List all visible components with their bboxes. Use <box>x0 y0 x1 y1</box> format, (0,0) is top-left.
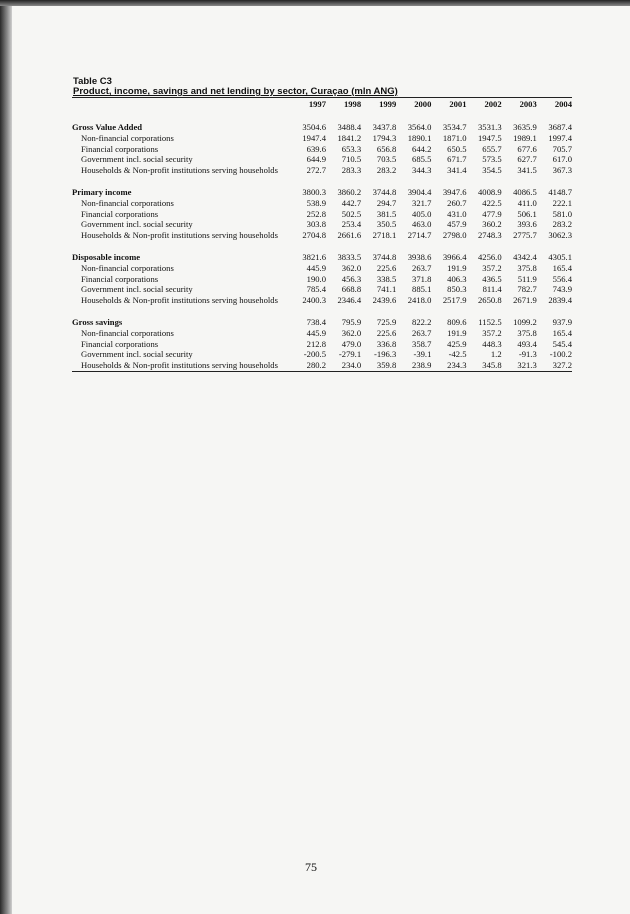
value-cell: -200.5 <box>303 349 326 360</box>
value-cell: 2400.3 <box>302 295 326 306</box>
value-cell: 668.8 <box>341 284 362 295</box>
value-cell: 234.0 <box>341 360 362 371</box>
value-cell: 212.8 <box>306 338 326 349</box>
header-blank <box>72 98 291 112</box>
row-label: Households & Non-profit institutions serving households <box>81 295 278 306</box>
row-label: Financial corporations <box>81 143 159 154</box>
value-cell: -196.3 <box>374 349 397 360</box>
value-cell: 4008.9 <box>477 186 502 197</box>
table-row <box>72 219 572 230</box>
row-label: Government incl. social security <box>81 219 193 230</box>
value-cell: 2839.4 <box>548 295 572 306</box>
value-cell: 4342.4 <box>513 251 537 262</box>
value-cell: 263.7 <box>412 262 432 273</box>
value-cell: 405.0 <box>412 208 432 219</box>
value-cell: 431.0 <box>447 208 467 219</box>
table-row <box>72 263 572 274</box>
value-cell: 222.1 <box>552 197 572 208</box>
value-cell: 445.9 <box>306 262 326 273</box>
value-cell: 493.4 <box>517 338 537 349</box>
value-cell: 1794.3 <box>372 132 397 143</box>
value-cell: 3821.6 <box>302 251 326 262</box>
value-cell: 350.5 <box>376 219 397 230</box>
value-cell: 2661.6 <box>337 230 362 241</box>
value-cell: 671.7 <box>447 154 467 165</box>
value-cell: 1947.4 <box>302 132 326 143</box>
page-number: 75 <box>305 860 317 874</box>
value-cell: 743.9 <box>552 284 572 295</box>
table-row <box>72 360 572 371</box>
value-cell: 2714.7 <box>407 230 432 241</box>
value-cell: 644.2 <box>412 143 432 154</box>
value-cell: 511.9 <box>517 273 537 284</box>
section-title: Gross Value Added <box>72 122 143 132</box>
value-cell: 1.2 <box>490 349 502 360</box>
row-label: Government incl. social security <box>81 154 193 165</box>
value-cell: 165.4 <box>552 327 572 338</box>
value-cell: -100.2 <box>549 349 572 360</box>
year-header: 1998 <box>343 99 362 109</box>
scan-edge-top <box>0 0 630 6</box>
value-cell: 321.3 <box>517 360 537 371</box>
value-cell: 165.4 <box>552 262 572 273</box>
value-cell: 627.7 <box>517 154 537 165</box>
value-cell: 3800.3 <box>302 186 326 197</box>
value-cell: 677.6 <box>517 143 537 154</box>
table-row <box>72 133 572 144</box>
value-cell: 2704.8 <box>302 230 326 241</box>
value-cell: 795.9 <box>341 316 362 327</box>
value-cell: 283.3 <box>341 165 362 176</box>
value-cell: 3437.8 <box>372 122 397 132</box>
value-cell: 506.1 <box>517 208 537 219</box>
value-cell: 545.4 <box>552 338 572 349</box>
value-cell: 785.4 <box>306 284 326 295</box>
value-cell: 685.5 <box>412 154 432 165</box>
value-cell: 710.5 <box>341 154 362 165</box>
value-cell: 656.8 <box>376 143 397 154</box>
value-cell: 375.8 <box>517 327 537 338</box>
value-cell: 617.0 <box>552 154 572 165</box>
value-cell: 556.4 <box>552 273 572 284</box>
value-cell: 1989.1 <box>513 132 537 143</box>
value-cell: 341.4 <box>447 165 467 176</box>
spacer-cell <box>72 111 572 122</box>
value-cell: 263.7 <box>412 327 432 338</box>
value-cell: 725.9 <box>376 316 397 327</box>
scan-edge-left <box>0 0 12 914</box>
table-row <box>72 328 572 339</box>
table-row <box>72 154 572 165</box>
row-label: Non-financial corporations <box>81 262 174 273</box>
value-cell: 358.7 <box>412 338 432 349</box>
value-cell: 367.3 <box>552 165 572 176</box>
value-cell: 3860.2 <box>337 186 362 197</box>
value-cell: 2798.0 <box>442 230 467 241</box>
data-table <box>72 97 572 372</box>
value-cell: 2718.1 <box>372 230 397 241</box>
table-title: Product, income, savings and net lending by sector, Curaçao (mln ANG) <box>73 86 398 97</box>
section-total-row <box>72 317 572 328</box>
value-cell: 644.9 <box>306 154 326 165</box>
value-cell: 3966.4 <box>442 251 467 262</box>
value-cell: 741.1 <box>376 284 397 295</box>
value-cell: 1099.2 <box>513 316 537 327</box>
table-row <box>72 198 572 209</box>
value-cell: 477.9 <box>482 208 502 219</box>
row-label: Financial corporations <box>81 208 159 219</box>
table-row <box>72 230 572 241</box>
value-cell: 411.0 <box>517 197 537 208</box>
value-cell: 406.3 <box>447 273 467 284</box>
table-row <box>72 349 572 360</box>
table-row <box>72 165 572 176</box>
table-row <box>72 295 572 306</box>
value-cell: -91.3 <box>518 349 537 360</box>
value-cell: 457.9 <box>447 219 467 230</box>
value-cell: 2671.9 <box>513 295 537 306</box>
value-cell: 225.6 <box>376 262 397 273</box>
value-cell: -279.1 <box>338 349 362 360</box>
value-cell: 393.6 <box>517 219 537 230</box>
value-cell: 2775.7 <box>513 230 537 241</box>
value-cell: 653.3 <box>341 143 362 154</box>
value-cell: 2517.9 <box>442 295 467 306</box>
section-title: Primary income <box>72 186 132 197</box>
value-cell: 3687.4 <box>548 122 572 132</box>
value-cell: 581.0 <box>552 208 572 219</box>
value-cell: 260.7 <box>447 197 467 208</box>
value-cell: 1997.4 <box>548 132 572 143</box>
value-cell: 360.2 <box>482 219 502 230</box>
value-cell: 850.3 <box>447 284 467 295</box>
table-row <box>72 144 572 155</box>
year-header: 2002 <box>484 99 502 109</box>
value-cell: 191.9 <box>447 262 467 273</box>
row-label: Government incl. social security <box>81 284 193 295</box>
value-cell: 422.5 <box>482 197 502 208</box>
value-cell: 2418.0 <box>407 295 432 306</box>
value-cell: 703.5 <box>376 154 397 165</box>
value-cell: 3744.8 <box>372 186 397 197</box>
table-label: Table C3 <box>73 76 112 87</box>
value-cell: 336.8 <box>376 338 397 349</box>
table-row <box>72 339 572 350</box>
value-cell: 2346.4 <box>337 295 362 306</box>
value-cell: 502.5 <box>341 208 362 219</box>
value-cell: 1947.5 <box>477 132 502 143</box>
value-cell: 463.0 <box>412 219 432 230</box>
value-cell: 321.7 <box>412 197 432 208</box>
spacer-row <box>72 111 572 122</box>
value-cell: 280.2 <box>306 360 326 371</box>
value-cell: 354.5 <box>482 165 502 176</box>
value-cell: 3938.6 <box>407 251 432 262</box>
value-cell: -42.5 <box>448 349 467 360</box>
row-label: Government incl. social security <box>81 349 193 360</box>
value-cell: 359.8 <box>376 360 397 371</box>
value-cell: 344.3 <box>412 165 432 176</box>
value-cell: 4305.1 <box>548 251 572 262</box>
value-cell: 448.3 <box>482 338 502 349</box>
section-total-row <box>72 252 572 263</box>
value-cell: 2650.8 <box>477 295 502 306</box>
year-header: 2000 <box>414 99 432 109</box>
value-cell: 3744.8 <box>372 251 397 262</box>
table-row <box>72 209 572 220</box>
value-cell: 3904.4 <box>407 186 432 197</box>
row-label: Non-financial corporations <box>81 197 174 208</box>
spacer-row <box>72 176 572 187</box>
section-title: Gross savings <box>72 316 123 327</box>
year-header: 2003 <box>519 99 537 109</box>
year-header: 1999 <box>379 99 397 109</box>
value-cell: 436.5 <box>482 273 502 284</box>
value-cell: 294.7 <box>376 197 397 208</box>
value-cell: 4148.7 <box>548 186 572 197</box>
row-label: Non-financial corporations <box>81 132 174 143</box>
row-label: Households & Non-profit institutions serving households <box>81 165 278 176</box>
header-row <box>72 98 572 112</box>
value-cell: 3531.3 <box>477 122 502 132</box>
row-label: Financial corporations <box>81 338 159 349</box>
value-cell: 3564.0 <box>407 122 432 132</box>
value-cell: 1871.0 <box>442 132 467 143</box>
value-cell: 272.7 <box>306 165 326 176</box>
value-cell: 3488.4 <box>337 122 362 132</box>
value-cell: 381.5 <box>376 208 397 219</box>
year-header: 1997 <box>308 99 326 109</box>
value-cell: 338.5 <box>376 273 397 284</box>
value-cell: 362.0 <box>341 262 362 273</box>
value-cell: 4256.0 <box>477 251 502 262</box>
value-cell: 283.2 <box>376 165 397 176</box>
spacer-row <box>72 241 572 252</box>
value-cell: 3833.5 <box>337 251 362 262</box>
value-cell: 191.9 <box>447 327 467 338</box>
value-cell: 2748.3 <box>477 230 502 241</box>
value-cell: 357.2 <box>482 262 502 273</box>
value-cell: 283.2 <box>552 219 572 230</box>
value-cell: 345.8 <box>482 360 502 371</box>
section-total-row <box>72 122 572 133</box>
value-cell: 371.8 <box>412 273 432 284</box>
value-cell: 3504.6 <box>302 122 326 132</box>
value-cell: 3635.9 <box>513 122 537 132</box>
value-cell: 238.9 <box>412 360 432 371</box>
value-cell: 538.9 <box>306 197 326 208</box>
value-cell: 190.0 <box>306 273 326 284</box>
spacer-cell <box>72 306 572 317</box>
value-cell: 811.4 <box>482 284 502 295</box>
year-header: 2001 <box>449 99 467 109</box>
spacer-cell <box>72 176 572 187</box>
table-row <box>72 284 572 295</box>
row-label: Financial corporations <box>81 273 159 284</box>
value-cell: 442.7 <box>341 197 362 208</box>
value-cell: 573.5 <box>482 154 502 165</box>
row-label: Non-financial corporations <box>81 327 174 338</box>
value-cell: -39.1 <box>413 349 432 360</box>
value-cell: 1152.5 <box>478 316 502 327</box>
value-cell: 705.7 <box>552 143 572 154</box>
value-cell: 253.4 <box>341 219 362 230</box>
value-cell: 738.4 <box>306 316 326 327</box>
value-cell: 327.2 <box>552 360 572 371</box>
value-cell: 234.3 <box>447 360 467 371</box>
value-cell: 479.0 <box>341 338 362 349</box>
value-cell: 937.9 <box>552 316 572 327</box>
value-cell: 3534.7 <box>442 122 467 132</box>
value-cell: 357.2 <box>482 327 502 338</box>
row-label: Households & Non-profit institutions serving households <box>81 230 278 241</box>
value-cell: 303.8 <box>306 219 326 230</box>
value-cell: 782.7 <box>517 284 537 295</box>
section-total-row <box>72 187 572 198</box>
value-cell: 2439.6 <box>372 295 397 306</box>
row-label: Households & Non-profit institutions serving households <box>81 360 278 371</box>
value-cell: 425.9 <box>447 338 467 349</box>
value-cell: 4086.5 <box>513 186 537 197</box>
value-cell: 3062.3 <box>548 230 572 241</box>
value-cell: 252.8 <box>306 208 326 219</box>
value-cell: 809.6 <box>447 316 467 327</box>
value-cell: 650.5 <box>447 143 467 154</box>
value-cell: 3947.6 <box>442 186 467 197</box>
value-cell: 1841.2 <box>337 132 362 143</box>
value-cell: 639.6 <box>306 143 326 154</box>
section-title: Disposable income <box>72 251 141 262</box>
value-cell: 655.7 <box>482 143 502 154</box>
value-cell: 341.5 <box>517 165 537 176</box>
spacer-row <box>72 306 572 317</box>
value-cell: 375.8 <box>517 262 537 273</box>
value-cell: 1890.1 <box>407 132 432 143</box>
value-cell: 225.6 <box>376 327 397 338</box>
year-header: 2004 <box>554 99 572 109</box>
value-cell: 456.3 <box>341 273 362 284</box>
spacer-cell <box>72 241 572 252</box>
table-row <box>72 274 572 285</box>
value-cell: 885.1 <box>412 284 432 295</box>
value-cell: 445.9 <box>306 327 326 338</box>
value-cell: 822.2 <box>412 316 432 327</box>
value-cell: 362.0 <box>341 327 362 338</box>
